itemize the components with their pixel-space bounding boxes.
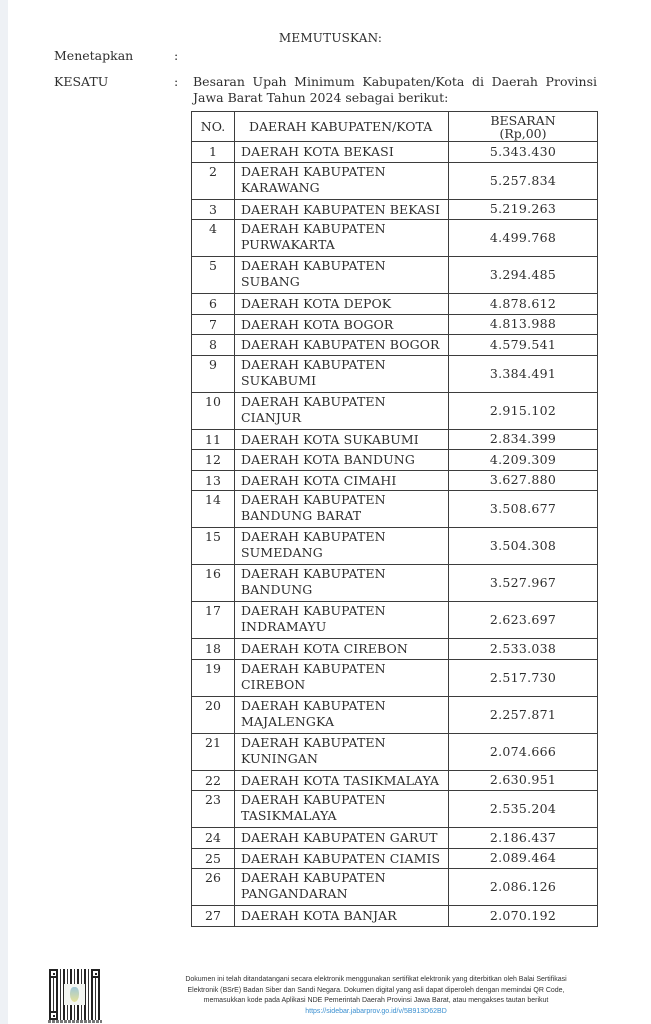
wage-amount: 2.074.666: [449, 733, 598, 770]
region-name: [235, 491, 449, 528]
kesatu-text-line2: Jawa Barat Tahun 2024 sebagai berikut:: [193, 90, 449, 105]
qr-code-caption: [48, 1020, 102, 1023]
row-number: 15: [192, 528, 235, 565]
region-name-line1: DAERAH KABUPATEN BEKASI: [241, 201, 441, 217]
region-name: [235, 848, 449, 869]
qr-finder-bottom-left: [49, 1011, 58, 1020]
region-name: [235, 828, 449, 849]
page-heading: MEMUTUSKAN:: [278, 31, 383, 45]
region-name: [235, 639, 449, 660]
table-row: [192, 294, 598, 315]
table-row: [192, 848, 598, 869]
table-row: [192, 199, 598, 220]
table-row: [192, 257, 598, 294]
wage-amount: 4.499.768: [449, 220, 598, 257]
region-name-line1: DAERAH KABUPATEN: [241, 221, 386, 236]
notice-line3: memasukkan kode pada Aplikasi NDE Pemerintah Daerah Provinsi Jawa Barat, atau mengakses tautan berikut: [203, 997, 549, 1004]
row-number: 10: [192, 392, 235, 429]
e-signature-notice: [108, 975, 644, 1017]
qr-finder-top-right: [91, 969, 100, 978]
viewer-left-edge: [0, 0, 8, 1024]
region-name: [235, 355, 449, 392]
region-name-line1: DAERAH KABUPATEN: [241, 566, 386, 581]
wage-amount: 3.527.967: [449, 565, 598, 602]
region-name-line1: DAERAH KABUPATEN GARUT: [241, 830, 438, 845]
wage-amount: 2.630.951: [449, 770, 598, 791]
table-row: [192, 869, 598, 906]
wage-amount: 3.627.880: [449, 470, 598, 491]
region-name: [235, 199, 449, 220]
region-name: [235, 294, 449, 315]
region-name-line1: DAERAH KOTA BANDUNG: [241, 452, 415, 467]
table-row: [192, 639, 598, 660]
table-row: [192, 565, 598, 602]
header-no: NO.: [192, 112, 235, 142]
region-name: [235, 770, 449, 791]
table-row: [192, 470, 598, 491]
row-number: 6: [192, 294, 235, 315]
region-name-line2: CIREBON: [241, 676, 306, 692]
table-row: [192, 733, 598, 770]
wage-amount: 5.257.834: [449, 162, 598, 199]
table-row: [192, 392, 598, 429]
row-number: 25: [192, 848, 235, 869]
region-name-line1: DAERAH KOTA BEKASI: [241, 144, 394, 159]
table-row: [192, 491, 598, 528]
region-name: [235, 450, 449, 471]
wage-amount: 2.915.102: [449, 392, 598, 429]
row-number: 3: [192, 199, 235, 220]
row-number: 1: [192, 142, 235, 163]
notice-line2: Elektronik (BSrE) Badan Siber dan Sandi Negara. Dokumen digital yang asli dapat diperoleh dengan memindai QR Code,: [187, 986, 565, 994]
row-number: 9: [192, 355, 235, 392]
row-number: 12: [192, 450, 235, 471]
row-number: 13: [192, 470, 235, 491]
region-name-line2: PURWAKARTA: [241, 237, 335, 252]
wage-amount: 2.186.437: [449, 828, 598, 849]
qr-finder-top-left: [49, 969, 58, 978]
row-number: 5: [192, 257, 235, 294]
table-row: [192, 791, 598, 828]
row-number: 23: [192, 791, 235, 828]
region-name: [235, 696, 449, 733]
wage-amount: 2.086.126: [449, 869, 598, 906]
notice-line1: Dokumen ini telah ditandatangani secara elektronik menggunakan sertifikat elektronik yang diterbitkan oleh Balai Sertifikasi: [185, 976, 567, 983]
menetapkan-label: Menetapkan: [54, 48, 134, 63]
region-name-line1: DAERAH KABUPATEN: [241, 393, 386, 409]
row-number: 21: [192, 733, 235, 770]
minimum-wage-table: [191, 111, 598, 927]
wage-amount: 2.070.192: [449, 906, 598, 927]
region-name-line2: SUBANG: [241, 274, 300, 289]
table-row: [192, 162, 598, 199]
region-name-line1: DAERAH KABUPATEN BOGOR: [241, 337, 440, 352]
row-number: 27: [192, 906, 235, 927]
wage-amount: 4.878.612: [449, 294, 598, 315]
wage-amount: 2.089.464: [449, 848, 598, 869]
region-name-line1: DAERAH KABUPATEN: [241, 792, 386, 807]
region-name: [235, 220, 449, 257]
region-name: [235, 869, 449, 906]
region-name: [235, 602, 449, 639]
region-name: [235, 335, 449, 356]
region-name-line1: DAERAH KABUPATEN: [241, 697, 386, 713]
wage-amount: 2.257.871: [449, 696, 598, 733]
qr-center-badge: [64, 984, 85, 1005]
region-name-line1: DAERAH KABUPATEN: [241, 660, 386, 676]
wage-amount: 3.504.308: [449, 528, 598, 565]
region-name-line1: DAERAH KOTA SUKABUMI: [241, 431, 419, 447]
row-number: 26: [192, 869, 235, 906]
region-name-line1: DAERAH KABUPATEN CIAMIS: [241, 850, 441, 866]
kesatu-label: KESATU: [54, 74, 109, 89]
row-number: 19: [192, 659, 235, 696]
region-name: [235, 565, 449, 602]
region-name-line1: DAERAH KOTA DEPOK: [241, 296, 392, 311]
row-number: 18: [192, 639, 235, 660]
wage-amount: 3.384.491: [449, 355, 598, 392]
row-number: 2: [192, 162, 235, 199]
wage-amount: 4.813.988: [449, 314, 598, 335]
region-name: [235, 429, 449, 450]
menetapkan-colon: :: [174, 48, 179, 63]
region-name-line1: DAERAH KOTA CIREBON: [241, 641, 408, 656]
table-row: [192, 528, 598, 565]
row-number: 20: [192, 696, 235, 733]
table-row: [192, 602, 598, 639]
row-number: 11: [192, 429, 235, 450]
region-name: [235, 906, 449, 927]
table-row: [192, 355, 598, 392]
table-row: [192, 659, 598, 696]
table-row: [192, 770, 598, 791]
region-name-line2: BANDUNG BARAT: [241, 508, 362, 523]
wage-amount: 2.517.730: [449, 659, 598, 696]
table-row: [192, 220, 598, 257]
region-name-line1: DAERAH KABUPATEN: [241, 356, 386, 372]
table-body: [192, 142, 598, 927]
row-number: 7: [192, 314, 235, 335]
region-name-line2: KUNINGAN: [241, 750, 318, 766]
wage-amount: 2.834.399: [449, 429, 598, 450]
header-amount: [449, 112, 598, 142]
region-name-line1: DAERAH KABUPATEN: [241, 529, 386, 544]
row-number: 22: [192, 770, 235, 791]
wage-amount: 2.623.697: [449, 602, 598, 639]
jabar-logo-icon: [70, 987, 79, 1002]
region-name-line2: BANDUNG: [241, 582, 313, 597]
kesatu-text-line1: Besaran Upah Minimum Kabupaten/Kota di Daerah Provinsi: [193, 74, 597, 89]
verification-link[interactable]: https://sidebar.jabarprov.go.id/v/5B913D62BD: [305, 1007, 447, 1015]
region-name-line1: DAERAH KABUPATEN: [241, 603, 386, 618]
table-row: [192, 142, 598, 163]
region-name-line2: CIANJUR: [241, 409, 302, 425]
qr-code-icon: [49, 969, 100, 1020]
wage-amount: 5.219.263: [449, 199, 598, 220]
region-name: [235, 733, 449, 770]
row-number: 24: [192, 828, 235, 849]
region-name-line2: INDRAMAYU: [241, 619, 327, 634]
table-row: [192, 906, 598, 927]
row-number: 14: [192, 491, 235, 528]
table-header-row: [192, 112, 598, 142]
table-row: [192, 314, 598, 335]
wage-amount: 2.533.038: [449, 639, 598, 660]
region-name: [235, 162, 449, 199]
region-name-line2: MAJALENGKA: [241, 713, 335, 729]
region-name-line1: DAERAH KABUPATEN: [241, 492, 386, 507]
header-amount-line2: (Rp,00): [499, 125, 547, 141]
table-row: [192, 450, 598, 471]
table-row: [192, 429, 598, 450]
region-name-line2: TASIKMALAYA: [241, 808, 337, 823]
wage-amount: 5.343.430: [449, 142, 598, 163]
region-name-line1: DAERAH KOTA TASIKMALAYA: [241, 772, 440, 788]
kesatu-colon: :: [174, 74, 179, 89]
region-name-line1: DAERAH KABUPATEN: [241, 258, 386, 273]
wage-amount: 2.535.204: [449, 791, 598, 828]
table-row: [192, 696, 598, 733]
table-row: [192, 828, 598, 849]
region-name: [235, 791, 449, 828]
wage-amount: 3.294.485: [449, 257, 598, 294]
region-name: [235, 392, 449, 429]
region-name-line2: PANGANDARAN: [241, 886, 348, 901]
region-name: [235, 142, 449, 163]
region-name: [235, 659, 449, 696]
region-name-line1: DAERAH KOTA BOGOR: [241, 316, 394, 332]
region-name: [235, 257, 449, 294]
header-region: DAERAH KABUPATEN/KOTA: [235, 112, 449, 142]
region-name: [235, 528, 449, 565]
row-number: 16: [192, 565, 235, 602]
kesatu-paragraph: [193, 74, 597, 106]
region-name-line1: DAERAH KOTA CIMAHI: [241, 472, 397, 488]
table-row: [192, 335, 598, 356]
region-name-line1: DAERAH KABUPATEN: [241, 163, 386, 179]
region-name: [235, 314, 449, 335]
header-amount-line1: BESARAN: [490, 112, 556, 128]
region-name: [235, 470, 449, 491]
wage-amount: 4.579.541: [449, 335, 598, 356]
region-name-line1: DAERAH KOTA BANJAR: [241, 908, 397, 923]
wage-amount: 3.508.677: [449, 491, 598, 528]
region-name-line1: DAERAH KABUPATEN: [241, 870, 386, 885]
region-name-line1: DAERAH KABUPATEN: [241, 734, 386, 750]
row-number: 8: [192, 335, 235, 356]
row-number: 4: [192, 220, 235, 257]
region-name-line2: SUKABUMI: [241, 372, 317, 388]
wage-amount: 4.209.309: [449, 450, 598, 471]
row-number: 17: [192, 602, 235, 639]
region-name-line2: SUMEDANG: [241, 545, 323, 560]
region-name-line2: KARAWANG: [241, 179, 320, 195]
